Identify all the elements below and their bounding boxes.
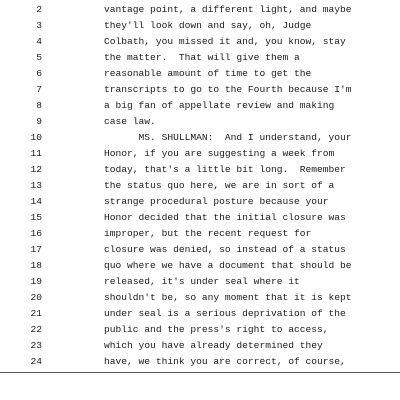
- line-number: 15: [30, 212, 42, 223]
- transcript-line: [0, 194, 400, 210]
- line-number: 14: [30, 196, 42, 207]
- transcript-line: [0, 178, 400, 194]
- line-text: improper, but the recent request for: [104, 228, 312, 239]
- line-number: 6: [36, 68, 42, 79]
- transcript-line: [0, 66, 400, 82]
- line-text: a big fan of appellate review and making: [104, 100, 335, 111]
- line-text: closure was denied, so instead of a status: [104, 244, 346, 255]
- line-number: 2: [36, 4, 42, 15]
- line-text: which you have already determined they: [104, 340, 323, 351]
- line-number: 10: [30, 132, 42, 143]
- transcript-line: [0, 2, 400, 18]
- line-number: 17: [30, 244, 42, 255]
- line-text: the matter. That will give them a: [104, 52, 300, 63]
- line-number: 4: [36, 36, 42, 47]
- transcript-line: [0, 210, 400, 226]
- line-text: shouldn't be, so any moment that it is kept: [104, 292, 352, 303]
- transcript-line: [0, 258, 400, 274]
- transcript-line: [0, 114, 400, 130]
- transcript-line: [0, 34, 400, 50]
- line-number: 9: [36, 116, 42, 127]
- line-text: quo where we have a document that should be: [104, 260, 352, 271]
- line-text: vantage point, a different light, and maybe: [104, 4, 352, 15]
- line-text: Honor decided that the initial closure was: [104, 212, 346, 223]
- transcript-line: [0, 242, 400, 258]
- line-text: have, we think you are correct, of course,: [104, 356, 346, 367]
- line-text: under seal is a serious deprivation of the: [104, 308, 346, 319]
- line-text: reasonable amount of time to get the: [104, 68, 312, 79]
- transcript-line: [0, 18, 400, 34]
- line-number: 11: [30, 148, 42, 159]
- transcript-line: [0, 338, 400, 354]
- line-number: 18: [30, 260, 42, 271]
- line-text: today, that's a little bit long. Remember: [104, 164, 346, 175]
- transcript-line: [0, 226, 400, 242]
- line-number: 5: [36, 52, 42, 63]
- line-text: released, it's under seal where it: [104, 276, 300, 287]
- line-number: 12: [30, 164, 42, 175]
- transcript-line: [0, 146, 400, 162]
- line-text: they'll look down and say, oh, Judge: [104, 20, 312, 31]
- transcript-line: [0, 98, 400, 114]
- transcript-line: [0, 274, 400, 290]
- line-text: public and the press's right to access,: [104, 324, 329, 335]
- transcript-line: [0, 130, 400, 146]
- transcript-line: [0, 322, 400, 338]
- transcript-line: [0, 50, 400, 66]
- line-number: 13: [30, 180, 42, 191]
- transcript-line: [0, 162, 400, 178]
- line-number: 20: [30, 292, 42, 303]
- line-text: strange procedural posture because your: [104, 196, 329, 207]
- transcript-line: [0, 354, 400, 370]
- transcript-line: [0, 378, 400, 394]
- page-divider: [0, 372, 400, 373]
- line-text: Honor, if you are suggesting a week from: [104, 148, 335, 159]
- line-number: 8: [36, 100, 42, 111]
- line-text: transcripts to go to the Fourth because I'm: [104, 84, 352, 95]
- line-text: case law.: [104, 116, 156, 127]
- line-text: Colbath, you missed it and, you know, stay: [104, 36, 346, 47]
- line-text: the status quo here, we are in sort of a: [104, 180, 335, 191]
- line-number: 16: [30, 228, 42, 239]
- transcript-line: [0, 290, 400, 306]
- line-number: 21: [30, 308, 42, 319]
- line-number: 24: [30, 356, 42, 367]
- line-number: 19: [30, 276, 42, 287]
- line-number: 7: [36, 84, 42, 95]
- line-number: 23: [30, 340, 42, 351]
- line-number: 3: [36, 20, 42, 31]
- line-text: MS. SHULLMAN: And I understand, your: [104, 132, 352, 143]
- line-number: 22: [30, 324, 42, 335]
- transcript-line: [0, 82, 400, 98]
- transcript-line: [0, 306, 400, 322]
